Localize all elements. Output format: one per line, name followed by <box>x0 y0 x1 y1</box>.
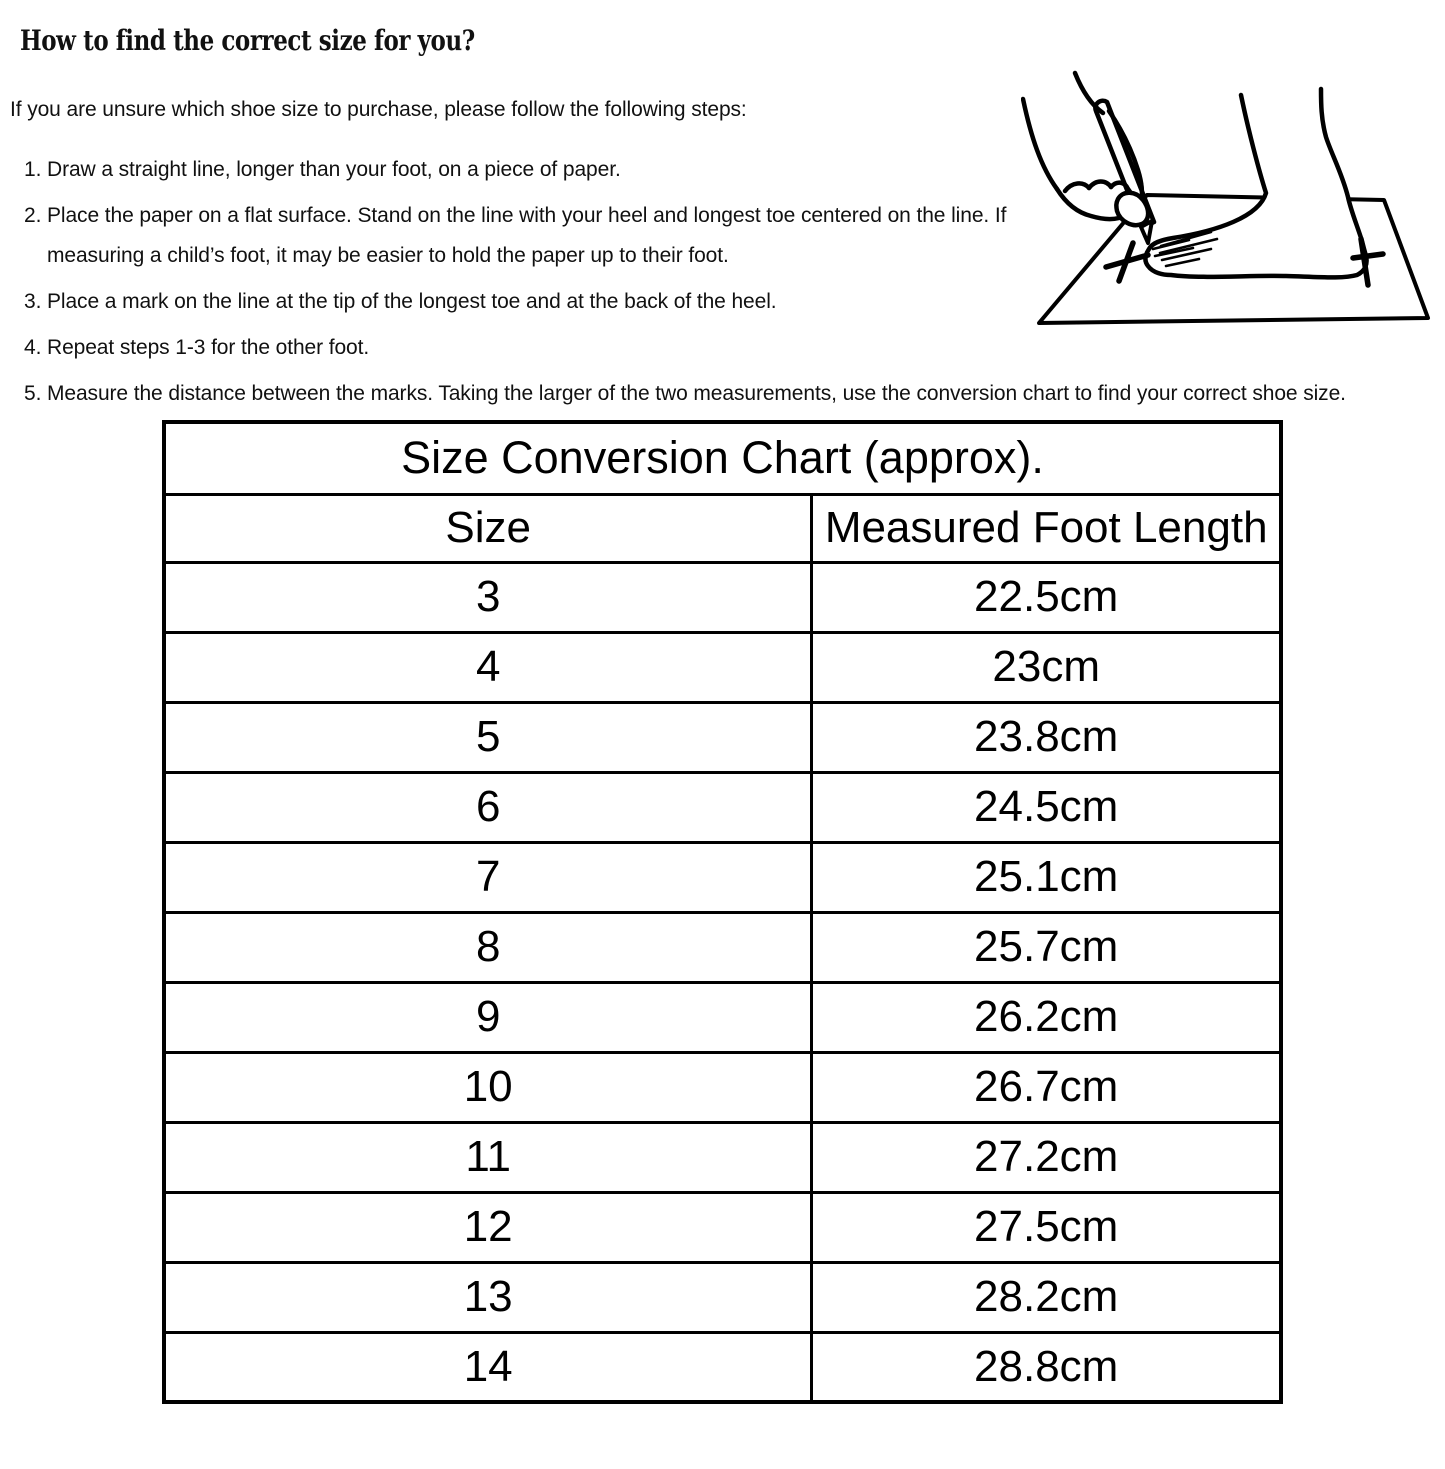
table-row <box>164 1332 1281 1402</box>
size-cell: 14 <box>164 1332 812 1402</box>
step-text: Repeat steps 1-3 for the other foot. <box>47 336 370 359</box>
size-cell: 4 <box>164 632 812 702</box>
size-cell: 6 <box>164 772 812 842</box>
step-number: 3. <box>24 290 42 313</box>
step-item-5 <box>24 374 1433 414</box>
step-number: 5. <box>24 382 42 405</box>
length-cell: 26.2cm <box>812 982 1281 1052</box>
step-number: 4. <box>24 336 42 359</box>
table-row <box>164 982 1281 1052</box>
table-title: Size Conversion Chart (approx). <box>164 422 1281 494</box>
size-cell: 8 <box>164 912 812 982</box>
step-text: Measure the distance between the marks. Taking the larger of the two measurements, use the conversion chart to find your correct shoe size. <box>47 382 1346 405</box>
length-cell: 23cm <box>812 632 1281 702</box>
size-cell: 11 <box>164 1122 812 1192</box>
foot-measurement-illustration <box>1021 69 1433 327</box>
step-number: 2. <box>24 204 42 227</box>
page-title-text: How to find the correct size for you? <box>20 24 475 57</box>
foot-measuring-drawing-icon <box>1021 69 1433 327</box>
size-cell: 3 <box>164 562 812 632</box>
table-row <box>164 562 1281 632</box>
step-item-4 <box>24 328 1007 368</box>
step-text: Place a mark on the line at the tip of the longest toe and at the back of the heel. <box>47 290 777 313</box>
table-title-row <box>164 422 1281 494</box>
step-item-1 <box>24 150 1007 190</box>
length-cell: 27.5cm <box>812 1192 1281 1262</box>
length-cell: 24.5cm <box>812 772 1281 842</box>
length-cell: 25.7cm <box>812 912 1281 982</box>
table-row <box>164 772 1281 842</box>
table-row <box>164 1052 1281 1122</box>
column-header-size: Size <box>164 494 812 562</box>
size-cell: 7 <box>164 842 812 912</box>
length-cell: 28.8cm <box>812 1332 1281 1402</box>
length-cell: 25.1cm <box>812 842 1281 912</box>
size-guide-page <box>0 24 1445 1404</box>
step-item-3 <box>24 282 1007 322</box>
size-conversion-table <box>162 420 1283 1404</box>
step-number: 1. <box>24 158 42 181</box>
table-row <box>164 842 1281 912</box>
step-text: Place the paper on a flat surface. Stand on the line with your heel and longest toe centered on the line. If measuring a child’s foot, it may be easier to hold the paper up to their foot. <box>47 204 1007 267</box>
table-row <box>164 1192 1281 1262</box>
size-cell: 9 <box>164 982 812 1052</box>
length-cell: 22.5cm <box>812 562 1281 632</box>
size-cell: 13 <box>164 1262 812 1332</box>
size-cell: 10 <box>164 1052 812 1122</box>
size-cell: 12 <box>164 1192 812 1262</box>
table-row <box>164 912 1281 982</box>
page-title <box>20 24 1433 57</box>
table-row <box>164 632 1281 702</box>
table-row <box>164 1122 1281 1192</box>
table-row <box>164 1262 1281 1332</box>
column-header-length: Measured Foot Length <box>812 494 1281 562</box>
step-item-2 <box>24 196 1007 276</box>
intro-text: If you are unsure which shoe size to purchase, please follow the following steps: <box>10 98 747 121</box>
table-row <box>164 702 1281 772</box>
size-cell: 5 <box>164 702 812 772</box>
step-text: Draw a straight line, longer than your foot, on a piece of paper. <box>47 158 621 181</box>
length-cell: 23.8cm <box>812 702 1281 772</box>
length-cell: 28.2cm <box>812 1262 1281 1332</box>
length-cell: 26.7cm <box>812 1052 1281 1122</box>
length-cell: 27.2cm <box>812 1122 1281 1192</box>
table-header-row <box>164 494 1281 562</box>
